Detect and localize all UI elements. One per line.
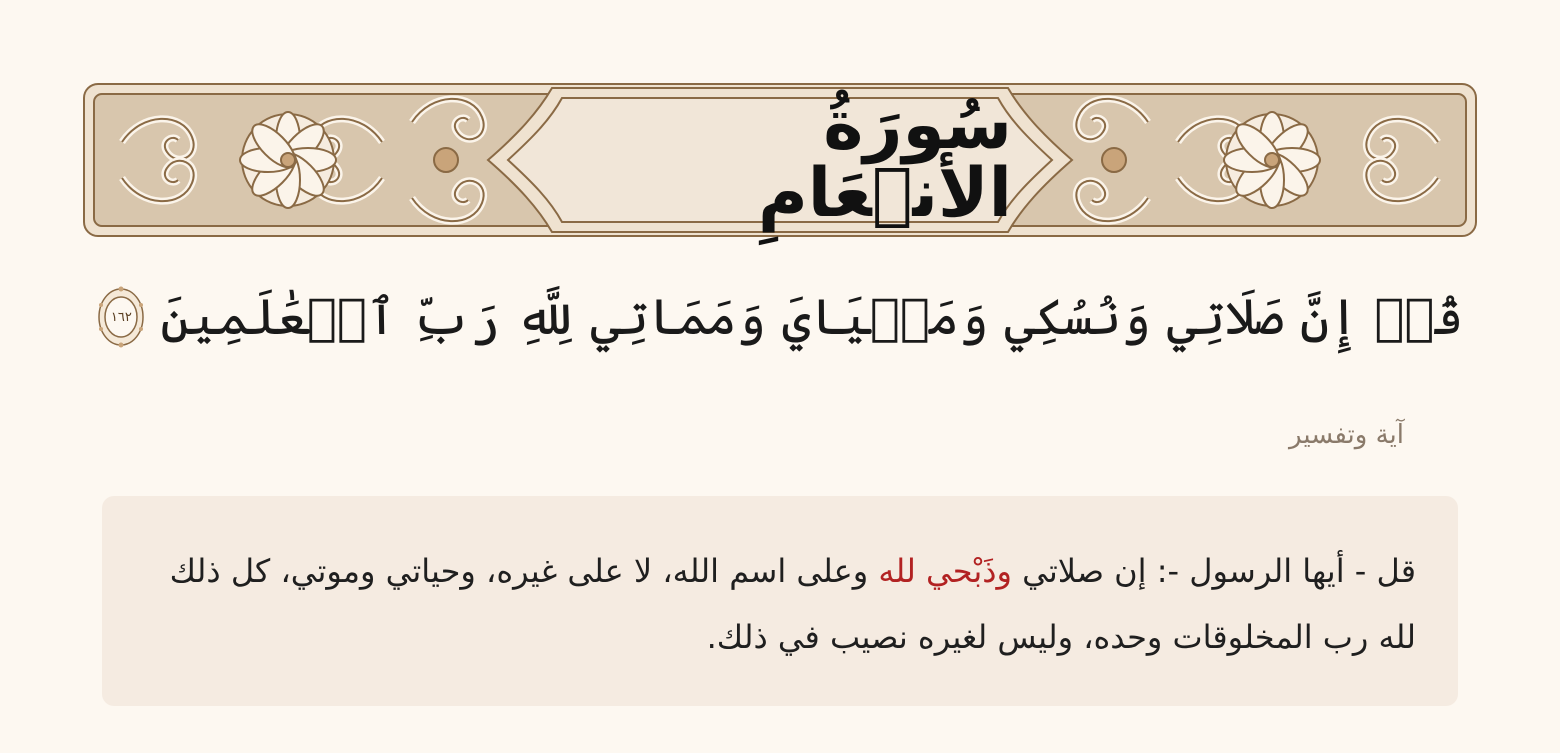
ayah-number-marker bbox=[96, 285, 146, 349]
ayah-row bbox=[110, 262, 1464, 372]
ayah-text: قُلۡ إِنَّ صَلَاتِي وَنُسُكِي وَمَحۡيَايَ وَمَمَاتِي لِلَّهِ رَبِّ ٱلۡعَٰلَمِينَ bbox=[160, 288, 1464, 346]
tafsir-text-part-2: وعلى اسم الله، لا على غيره، وحياتي وموتي، كل ذلك لله رب المخلوقات وحده، وليس لغيره نصيب في ذلك. bbox=[169, 552, 1416, 656]
tafsir-text bbox=[164, 538, 1416, 670]
tafsir-box bbox=[102, 496, 1458, 706]
section-label-ayah-and-tafsir: آية وتفسير bbox=[1289, 420, 1404, 450]
ayah-number: ١٦٢ bbox=[110, 309, 132, 325]
surah-header-banner bbox=[82, 82, 1478, 238]
tafsir-text-part-1: قل - أيها الرسول -: إن صلاتي bbox=[1011, 552, 1416, 590]
surah-title: سُورَةُ الأَنۡعَامِ bbox=[757, 86, 1012, 233]
tafsir-highlight: وذَبْحي لله bbox=[878, 552, 1012, 590]
